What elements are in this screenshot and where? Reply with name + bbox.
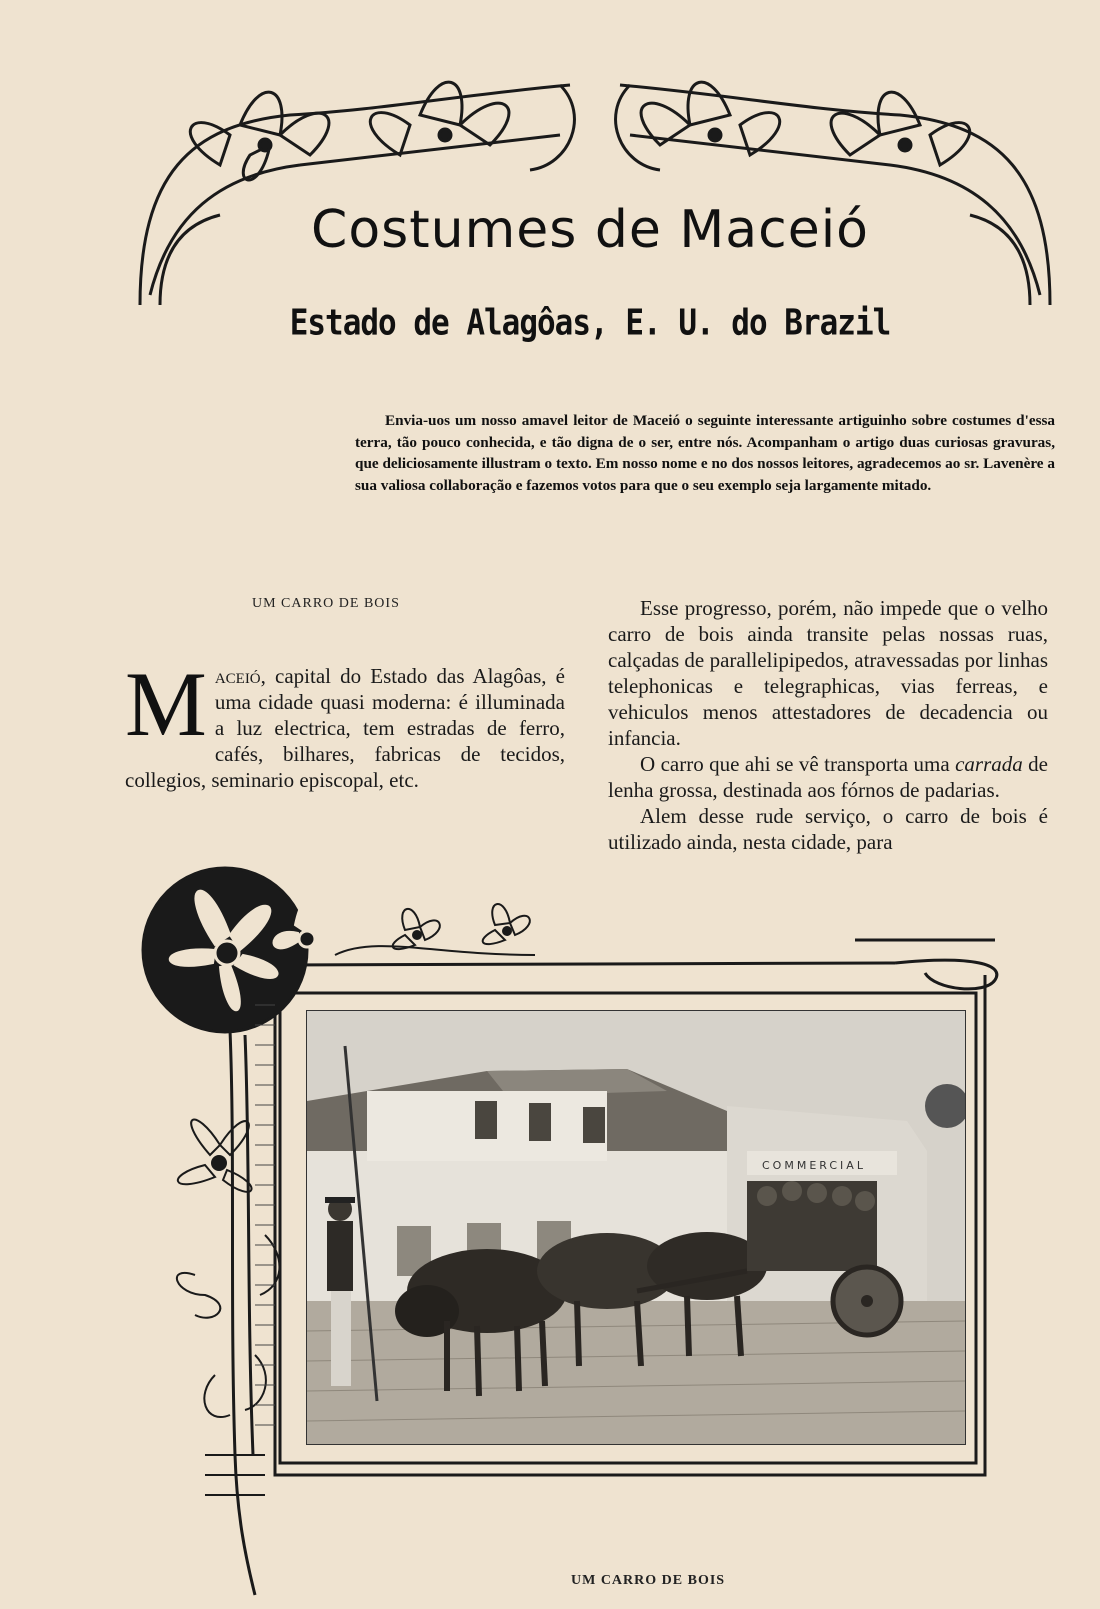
right-paragraph-2-start: O carro que ahi se vê transporta uma	[640, 752, 956, 776]
floral-header-ornament	[130, 55, 1060, 325]
photo-scene	[307, 1011, 965, 1444]
commercial-sign: COMMERCIAL	[762, 1159, 866, 1172]
left-column	[125, 653, 565, 793]
ox-cart-photograph	[306, 1010, 966, 1445]
right-paragraph-2-end: de lenha grossa, destinada aos fórnos de padarias.	[608, 752, 1048, 802]
lead-word: aceió	[214, 664, 261, 688]
article-subtitle: Estado de Alagôas, E. U. do Brazil	[289, 302, 891, 344]
intro-paragraph	[355, 410, 1055, 496]
right-column	[608, 595, 1048, 855]
right-paragraph-1: Esse progresso, porém, não impede que o velho carro de bois ainda transite pelas nossas ruas, calçadas de parallelipipedos, atravessadas por linhas telephonicas e telegraphicas, vias ferreas, e vehiculos menos attestadores de decadencia ou infancia.	[608, 596, 1048, 750]
right-paragraph-2	[608, 751, 1048, 803]
left-paragraph-text: , capital do Estado das Alagôas, é uma cidade quasi moderna: é illuminada a luz electrica, tem estradas de ferro, cafés, bilhares, fabricas de tecidos, collegios, seminario episcopal, etc.	[125, 664, 565, 792]
column-caption: UM CARRO DE BOIS	[252, 596, 400, 611]
article-title: Costumes de Maceió	[311, 200, 869, 260]
dropcap-letter: M	[125, 653, 207, 755]
intro-text: Envia-uos um nosso amavel leitor de Maceió o seguinte interessante artiguinho sobre costumes d'essa terra, tão pouco conhecida, e tão digna de o ser, entre nós. Acompanham o artigo duas curiosas gravuras, que deliciosamente illustram o texto. Em nosso nome e no dos nossos leitores, agradecemos ao sr. Lavenère a sua valiosa collaboração e fazemos votos para que o seu exemplo seja largamente mitado.	[355, 412, 1055, 494]
italic-word: carrada	[955, 752, 1023, 776]
left-paragraph	[125, 653, 565, 793]
right-paragraph-3: Alem desse rude serviço, o carro de bois é utilizado ainda, nesta cidade, para	[608, 804, 1048, 854]
photo-caption: UM CARRO DE BOIS	[571, 1573, 726, 1588]
